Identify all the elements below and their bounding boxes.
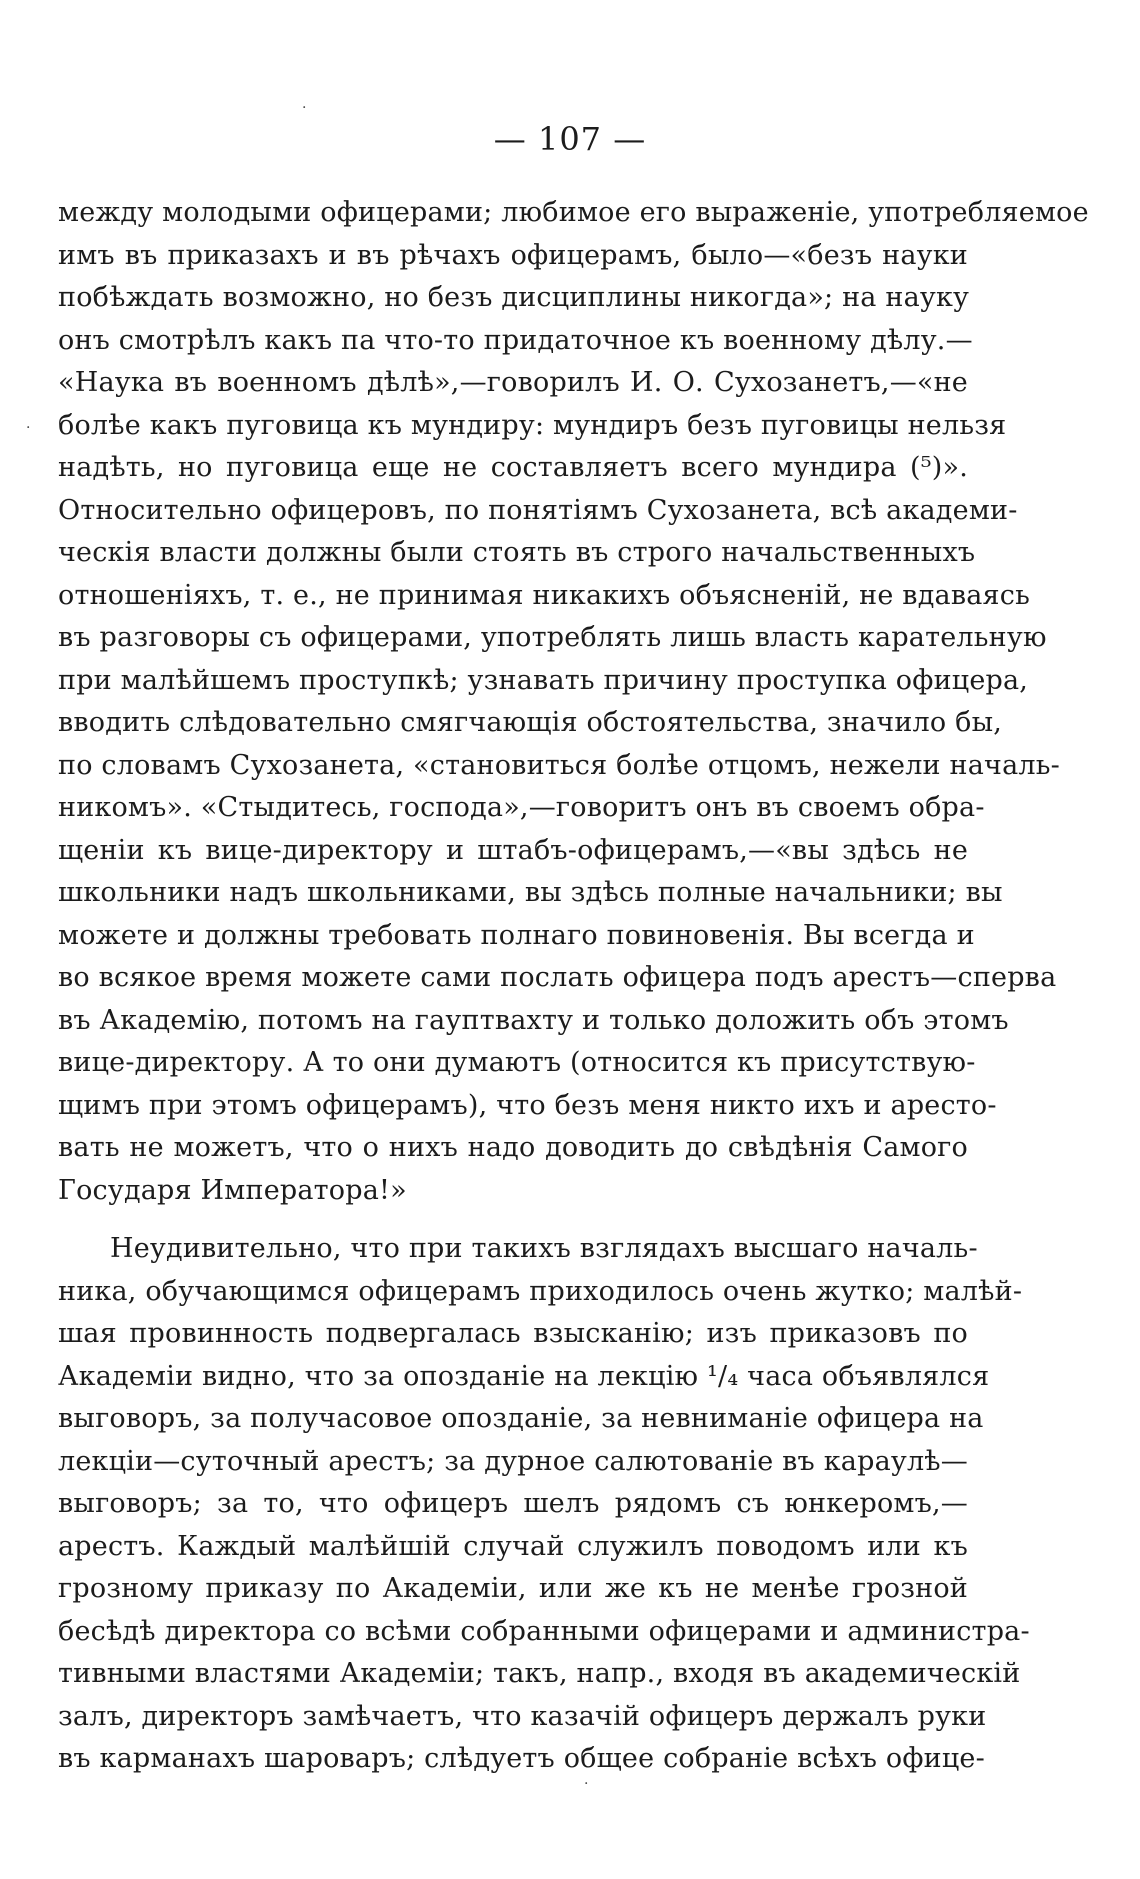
text-line: вводить слѣдовательно смягчающія обстоятельства, значило бы,: [58, 707, 1003, 738]
text-line: вать не можетъ, что о нихъ надо доводить до свѣдѣнія Самого: [58, 1132, 968, 1163]
text-line: надѣть, но пуговица еще не составляетъ всего мундира (⁵)».: [58, 452, 968, 483]
text-line: никомъ». «Стыдитесь, господа»,—говоритъ онъ въ своемъ обра-: [58, 792, 985, 823]
text-line: ника, обучающимся офицерамъ приходилось очень жутко; малѣй-: [58, 1275, 1023, 1307]
text-line: въ разговоры съ офицерами, употреблять лишь власть карательную: [58, 622, 1047, 653]
text-line: щимъ при этомъ офицерамъ), что безъ меня никто ихъ и аресто-: [58, 1089, 997, 1121]
paragraph-gap: [58, 1212, 968, 1228]
text-line: школьники надъ школьниками, вы здѣсь полные начальники; вы: [58, 877, 1003, 908]
text-line: «Наука въ военномъ дѣлѣ»,—говорилъ И. О. Сухозанетъ,—«не: [58, 367, 968, 398]
text-line: лекціи—суточный арестъ; за дурное салютованіе въ караулѣ—: [58, 1445, 968, 1477]
page-number: — 107 —: [493, 120, 647, 158]
text-line: тивными властями Академіи; такъ, напр., входя въ академическій: [58, 1658, 1021, 1689]
text-line: шая провинность подвергалась взысканію; изъ приказовъ по: [58, 1318, 968, 1349]
text-line: между молодыми офицерами; любимое его выраженіе, употребляемое: [58, 197, 1089, 228]
scan-speck: ·: [302, 100, 307, 116]
text-line: щеніи къ вице-директору и штабъ-офицерамъ,—«вы здѣсь не: [58, 834, 968, 866]
text-line: Относительно офицеровъ, по понятіямъ Сухозанета, всѣ академи-: [58, 494, 1018, 526]
text-line: выговоръ; за то, что офицеръ шелъ рядомъ съ юнкеромъ,—: [58, 1488, 968, 1519]
text-line: онъ смотрѣлъ какъ па что-то придаточное къ военному дѣлу.—: [58, 324, 973, 356]
text-line: залъ, директоръ замѣчаетъ, что казачій офицеръ держалъ руки: [58, 1700, 987, 1732]
paragraph-1: [58, 192, 1089, 1212]
text-line: бесѣдѣ директора со всѣми собранными офицерами и администра-: [58, 1615, 1030, 1647]
text-line: ческія власти должны были стоять въ строго начальственныхъ: [58, 537, 976, 568]
text-line: арестъ. Каждый малѣйшій случай служилъ поводомъ или къ: [58, 1530, 968, 1562]
text-line: по словамъ Сухозанета, «становиться болѣе отцомъ, нежели началь-: [58, 749, 1060, 781]
text-line: въ карманахъ шароваръ; слѣдуетъ общее собраніе всѣхъ офице-: [58, 1743, 985, 1774]
text-line: при малѣйшемъ проступкѣ; узнавать причину проступка офицера,: [58, 664, 1029, 696]
text-line: Государя Императора!»: [58, 1174, 407, 1206]
text-line: въ Академію, потомъ на гауптвахту и только доложить объ этомъ: [58, 1004, 1009, 1036]
body-text: [58, 192, 1089, 1781]
text-line: Академіи видно, что за опозданіе на лекцію ¹/₄ часа объявлялся: [58, 1360, 990, 1392]
text-line: отношеніяхъ, т. е., не принимая никакихъ объясненій, не вдаваясь: [58, 579, 1030, 611]
text-line: болѣе какъ пуговица къ мундиру: мундиръ безъ пуговицы нельзя: [58, 409, 1007, 441]
text-line: побѣждать возможно, но безъ дисциплины никогда»; на науку: [58, 282, 970, 313]
text-line: Неудивительно, что при такихъ взглядахъ высшаго началь-: [110, 1233, 978, 1264]
text-line: имъ въ приказахъ и въ рѣчахъ офицерамъ, было—«безъ науки: [58, 239, 968, 271]
text-line: выговоръ, за получасовое опозданіе, за невниманіе офицера на: [58, 1403, 984, 1434]
text-line: во всякое время можете сами послать офицера подъ арестъ—сперва: [58, 962, 1057, 993]
paragraph-2: [58, 1228, 1030, 1781]
text-line: можете и должны требовать полнаго повиновенія. Вы всегда и: [58, 919, 975, 951]
scan-speck: ·: [26, 420, 31, 436]
text-line: вице-директору. А то они думаютъ (относится къ присутствую-: [58, 1047, 976, 1078]
text-line: грозному приказу по Академіи, или же къ не менѣе грозной: [58, 1573, 968, 1604]
scan-speck: ·: [584, 1776, 589, 1792]
